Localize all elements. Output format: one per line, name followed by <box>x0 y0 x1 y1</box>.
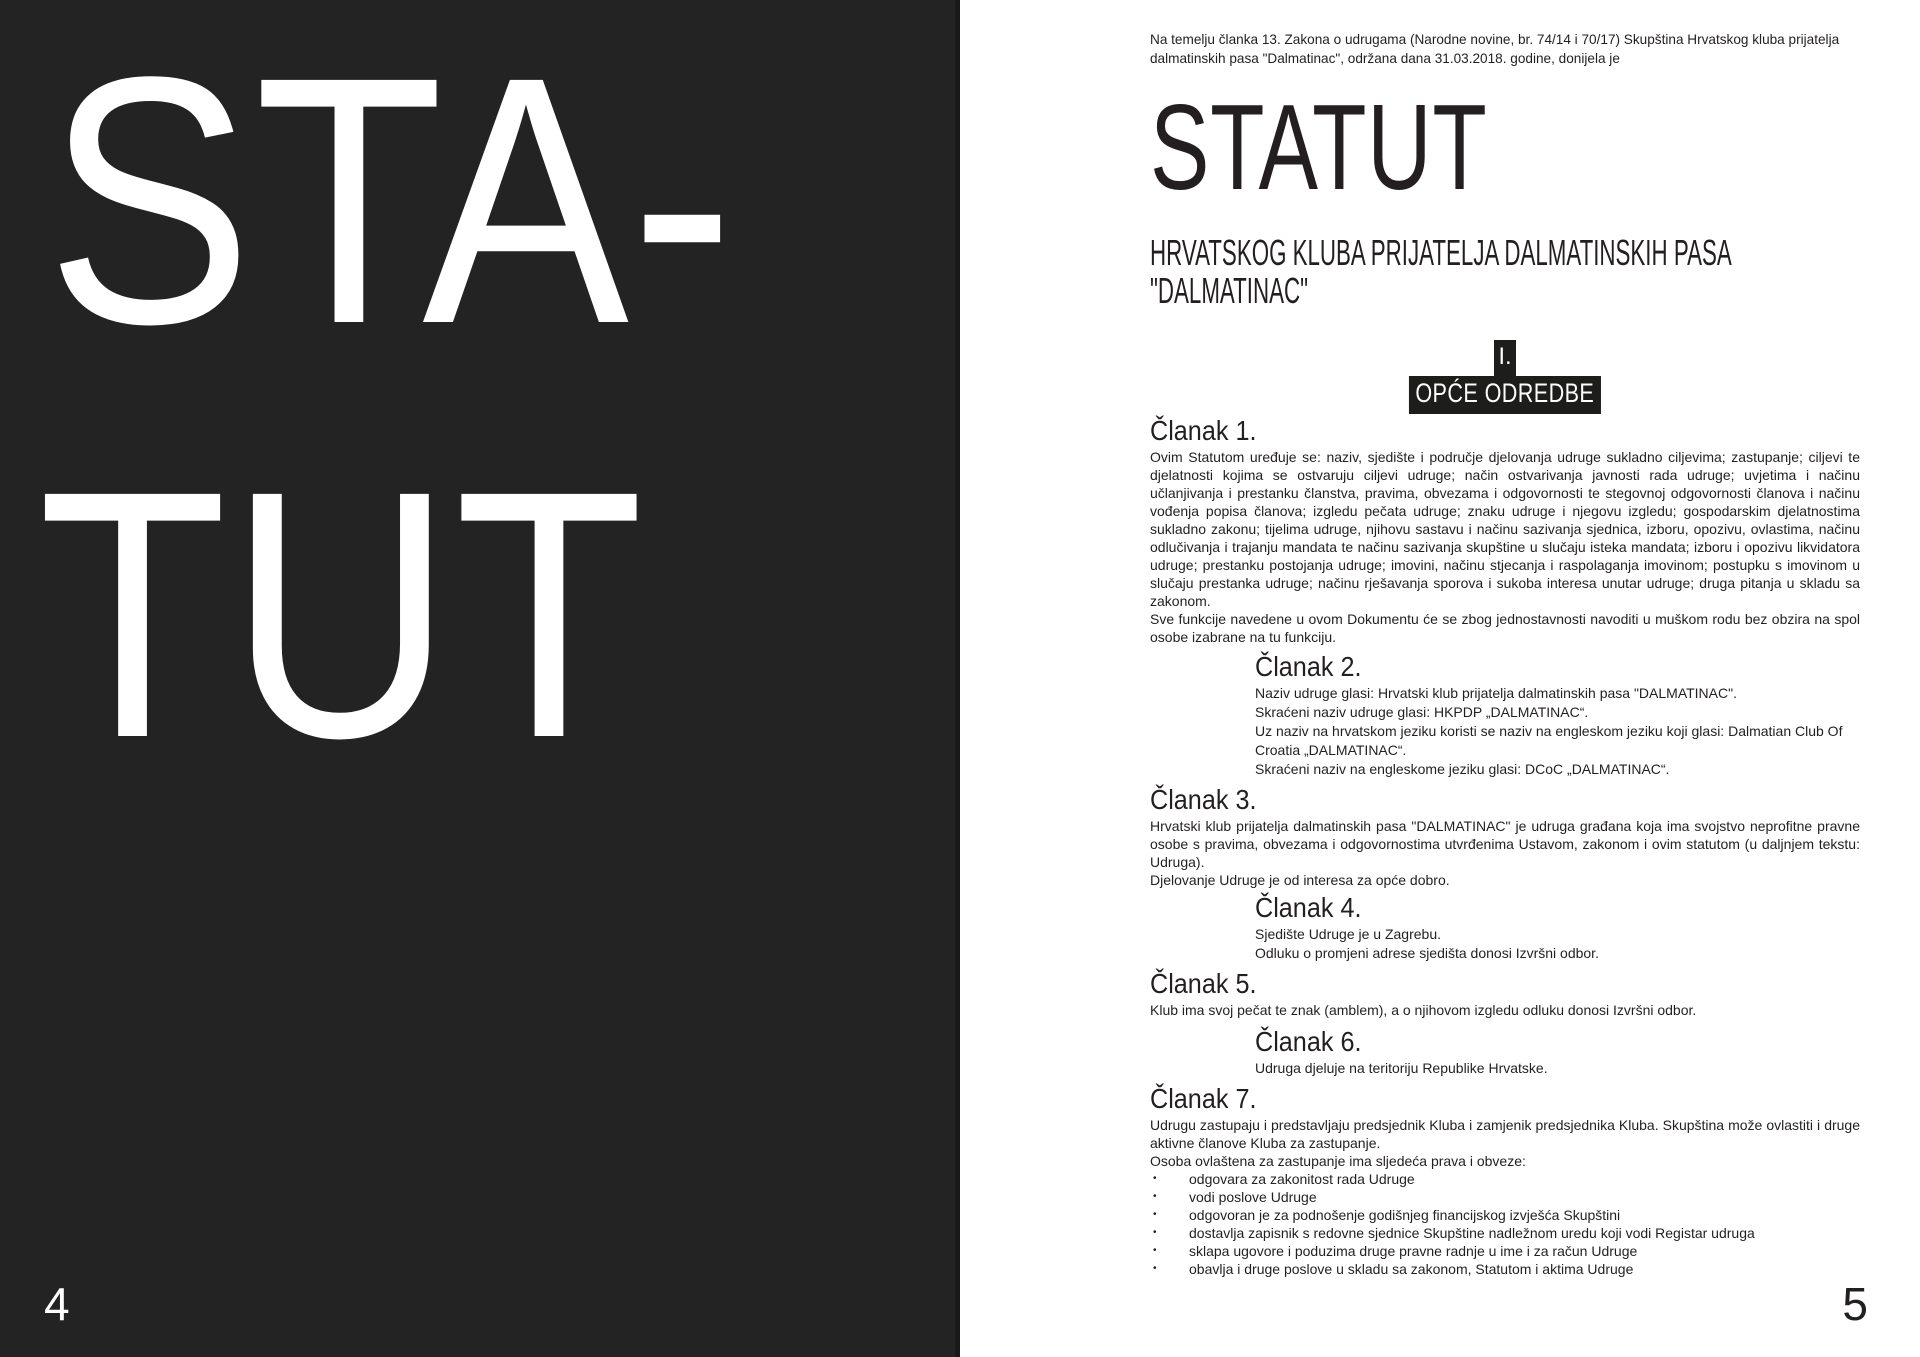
article-2 <box>1255 650 1860 779</box>
article-1-paragraph: Sve funkcije navedene u ovom Dokumentu će se zbog jednostavnosti navoditi u muškom rodu bez obzira na spol osobe izabrane na tu funkciju. <box>1150 611 1860 645</box>
document-title: STATUT <box>1150 79 1488 215</box>
article-4 <box>1255 891 1860 963</box>
cover-word-line-1: STA- <box>46 3 736 397</box>
document-subtitle-line-2: "DALMATINAC" <box>1150 270 1309 311</box>
bullet-dot: • <box>1153 1263 1157 1274</box>
bullet-dot: • <box>1153 1209 1157 1220</box>
article-4-title: Članak 4. <box>1255 892 1362 923</box>
article-2-title: Članak 2. <box>1255 651 1362 682</box>
section-title-badge: OPĆE ODREDBE <box>1409 376 1601 414</box>
article-7 <box>1150 1082 1860 1278</box>
article-7-bullet-list <box>1150 1170 1860 1278</box>
page-number-right: 5 <box>1842 1278 1868 1330</box>
cover-word-line-2: TUT <box>38 417 646 811</box>
article-1 <box>1150 414 1860 646</box>
bullet-item <box>1150 1206 1860 1224</box>
bullet-dot: • <box>1153 1227 1157 1238</box>
article-1-title: Članak 1. <box>1150 415 1257 446</box>
article-3-title: Članak 3. <box>1150 784 1257 815</box>
article-7-paragraph: Osoba ovlaštena za zastupanje ima sljedeća prava i obveze: <box>1150 1153 1526 1169</box>
document-subtitle-line-1: HRVATSKOG KLUBA PRIJATELJA DALMATINSKIH PASA <box>1150 232 1732 273</box>
bullet-text: odgovara za zakonitost rada Udruge <box>1189 1171 1415 1187</box>
article-4-paragraph: Odluku o promjeni adrese sjedišta donosi Izvršni odbor. <box>1255 945 1599 961</box>
bullet-item <box>1150 1242 1860 1260</box>
intro-paragraph: Na temelju članka 13. Zakona o udrugama (Narodne novine, br. 74/14 i 70/17) Skupština Hrvatskog kluba prijatelja dalmatinskih pasa "Dalmatinac", održana dana 31.03.2018. godine, donijela je <box>1150 32 1840 66</box>
article-5-title: Članak 5. <box>1150 968 1257 999</box>
bullet-dot: • <box>1153 1173 1157 1184</box>
bullet-text: odgovoran je za podnošenje godišnjeg financijskog izvješća Skupštini <box>1189 1207 1621 1223</box>
section-number-badge: I. <box>1494 340 1515 377</box>
bullet-text: obavlja i druge poslove u skladu sa zakonom, Statutom i aktima Udruge <box>1189 1261 1634 1277</box>
bullet-dot: • <box>1153 1191 1157 1202</box>
article-5 <box>1150 967 1860 1019</box>
page-number-left: 4 <box>44 1278 70 1330</box>
bullet-dot: • <box>1153 1245 1157 1256</box>
bullet-text: vodi poslove Udruge <box>1189 1189 1317 1205</box>
article-2-paragraph: Uz naziv na hrvatskom jeziku koristi se naziv na engleskom jeziku koji glasi: Dalmatian Club Of Croatia „DALMATINAC“. <box>1255 723 1843 758</box>
article-2-paragraph: Naziv udruge glasi: Hrvatski klub prijatelja dalmatinskih pasa "DALMATINAC". <box>1255 685 1737 701</box>
article-4-paragraph: Sjedište Udruge je u Zagrebu. <box>1255 926 1441 942</box>
article-6 <box>1255 1025 1860 1078</box>
article-1-paragraph: Ovim Statutom uređuje se: naziv, sjedište i područje djelovanja udruge sukladno ciljevima; zastupanje; ciljevi te djelatnosti kojima se ostvaruju ciljevi udruge; način ostvarivanja javnosti rada udruge; uvjetima i načinu učlanjivanja i prestanku članstva, pravima, obvezama i odgovornosti te stegovnoj odgovornosti članova i načinu vođenja popisa članova; izgledu pečata udruge; znaku udruge i njegovu izgledu; gospodarskim djelatnostima sukladno zakonu; tijelima udruge, njihovu sastavu i načinu sazivanja sjednica, izboru, opozivu, ovlastima, načinu odlučivanja i trajanju mandata te načinu sazivanja skupštine u slučaju isteka mandata; izboru i opozivu likvidatora udruge; prestanku postojanja udruge; imovini, načinu stjecanja i raspolaganja imovinom; postupku s imovinom u slučaju prestanka udruge; načinu rješavanja sporova i sukoba interesa unutar udruge; druga pitanja u skladu sa zakonom. <box>1150 449 1860 609</box>
bullet-item <box>1150 1260 1860 1278</box>
article-7-paragraph: Udrugu zastupaju i predstavljaju predsjednik Kluba i zamjenik predsjednika Kluba. Skupština može ovlastiti i druge aktivne članove Kluba za zastupanje. <box>1150 1117 1860 1151</box>
bullet-text: dostavlja zapisnik s redovne sjednice Skupštine nadležnom uredu koji vodi Registar udruga <box>1189 1225 1755 1241</box>
article-5-paragraph: Klub ima svoj pečat te znak (amblem), a o njihovom izgledu odluku donosi Izvršni odbor. <box>1150 1002 1697 1018</box>
section-header <box>1150 340 1860 414</box>
article-2-paragraph: Skraćeni naziv na engleskome jeziku glasi: DCoC „DALMATINAC“. <box>1255 761 1670 777</box>
article-6-title: Članak 6. <box>1255 1026 1362 1057</box>
article-2-paragraph: Skraćeni naziv udruge glasi: HKPDP „DALMATINAC“. <box>1255 704 1589 720</box>
right-page <box>960 0 1920 1357</box>
bullet-item <box>1150 1170 1860 1188</box>
article-7-title: Članak 7. <box>1150 1083 1257 1114</box>
bullet-text: sklapa ugovore i poduzima druge pravne radnje u ime i za račun Udruge <box>1189 1243 1638 1259</box>
article-3-paragraph: Hrvatski klub prijatelja dalmatinskih pasa "DALMATINAC" je udruga građana koja ima svojstvo neprofitne pravne osobe s pravima, obvezama i odgovornostima utvrđenima Ustavom, zakonom i ovim statutom (u daljnjem tekstu: Udruga). <box>1150 818 1860 870</box>
bullet-item <box>1150 1188 1860 1206</box>
article-3 <box>1150 783 1860 889</box>
bullet-item <box>1150 1224 1860 1242</box>
document-subtitle <box>1150 232 1732 311</box>
article-3-paragraph: Djelovanje Udruge je od interesa za opće dobro. <box>1150 872 1450 888</box>
article-6-paragraph: Udruga djeluje na teritoriju Republike Hrvatske. <box>1255 1060 1548 1076</box>
